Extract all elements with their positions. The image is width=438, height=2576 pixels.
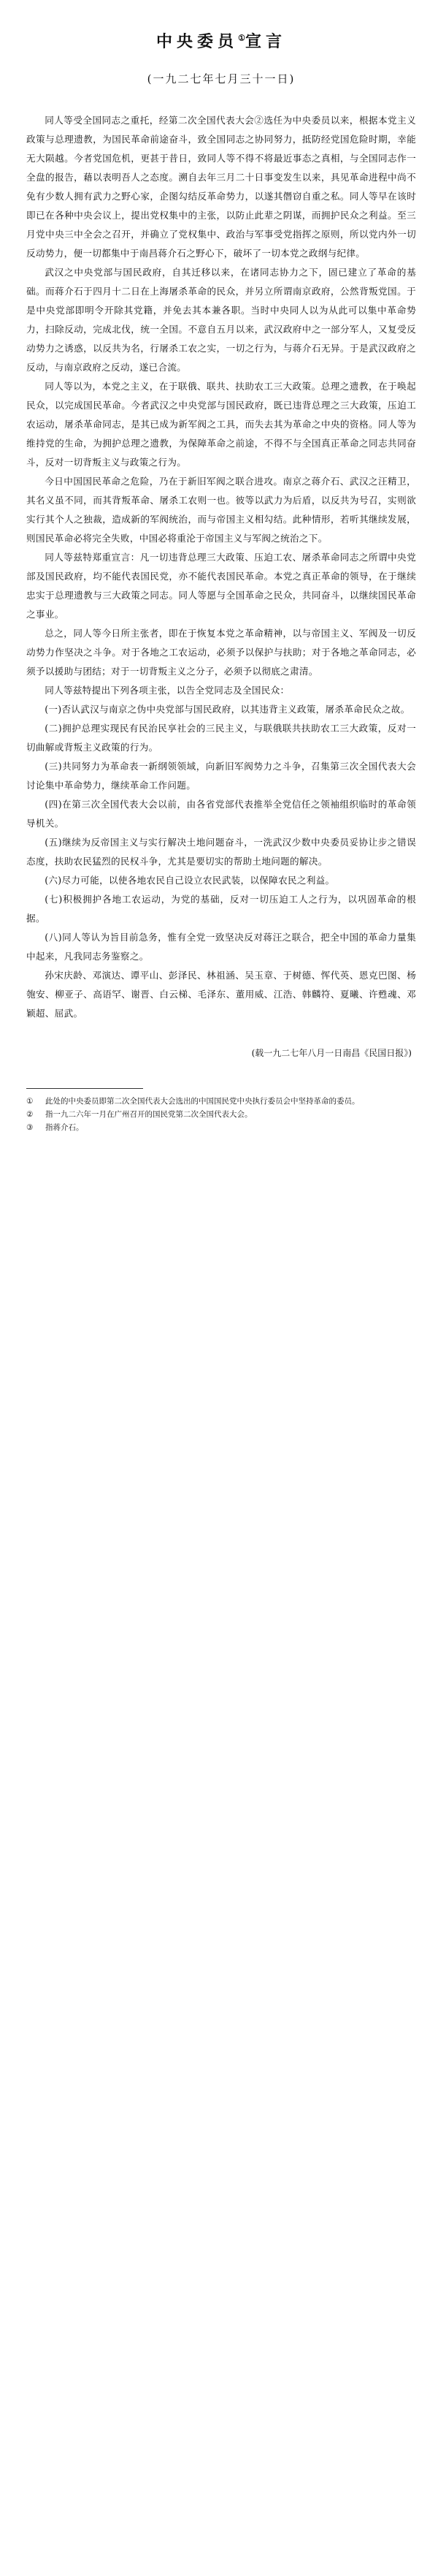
- footnote-divider: [26, 1088, 143, 1089]
- footnote-mark: ①: [26, 1097, 34, 1106]
- proposal-item: (五)继续为反帝国主义与实行解决土地问题奋斗，一洗武汉少数中央委员妥协让步之错误态度，扶助农民猛烈的民权斗争，尤其是要切实的帮助土地问题的解决。: [26, 837, 416, 867]
- proposal-item: (七)积极拥护各地工农运动，为党的基础，反对一切压迫工人之行为，以巩固革命的根据。: [26, 894, 416, 924]
- proposal-item: (三)共同努力为革命表一新纲领领域，向新旧军阀势力之斗争，召集第三次全国代表大会讨论集中革命势力，继续革命工作问题。: [26, 761, 416, 791]
- footnote: [26, 1095, 416, 1108]
- footnote-mark: ③: [26, 1123, 34, 1132]
- footnote: [26, 1121, 416, 1134]
- document-title: [26, 29, 416, 52]
- signatories-list: 孙宋庆龄、邓演达、谭平山、彭泽民、林祖涵、吴玉章、于树德、恽代英、恩克巴图、杨匏安、柳亚子、高语罕、谢晋、白云梯、毛泽东、董用威、江浩、韩麟符、夏曦、许甦魂、邓颖超、屈武。: [26, 970, 416, 1019]
- body-paragraph: 总之，同人等今日所主张者，即在于恢复本党之革命精神，以与帝国主义、军阀及一切反动势力作坚决之斗争。对于各地之工农运动，必须予以保护与扶助；对于各地之革命同志，必须予以援助与团结；对于一切背叛主义之分子，必须予以彻底之肃清。: [26, 628, 416, 677]
- title-footnote-mark: ①: [238, 33, 245, 43]
- footnote-text: 指一九二六年一月在广州召开的国民党第二次全国代表大会。: [45, 1110, 253, 1119]
- body-paragraph: 同人等兹特郑重宣言：凡一切违背总理三大政策、压迫工农、屠杀革命同志之所谓中央党部及国民政府，均不能代表国民党，亦不能代表国民革命。本党之真正革命的领导，在于继续忠实于总理遗教与三大政策之同志。同人等愿与全国革命之民众，共同奋斗，以继续国民革命之事业。: [26, 552, 416, 620]
- proposal-item: (四)在第三次全国代表大会以前，由各省党部代表推举全党信任之领袖组织临时的革命领导机关。: [26, 799, 416, 829]
- proposal-item: (六)尽力可能，以使各地农民自己设立农民武装，以保障农民之利益。: [45, 875, 335, 886]
- footnote: [26, 1108, 416, 1121]
- body-paragraph: 武汉之中央党部与国民政府，自其迁移以来，在诸同志协力之下，固已建立了革命的基础。而蒋介石于四月十二日在上海屠杀革命的民众，并另立所谓南京政府，公然背叛党国。于是中央党部即明令开除其党籍，并免去其本兼各职。当时中央同人以为从此可以集中革命势力，扫除反动，完成北伐，统一全国。不意自五月以来，武汉政府中之一部分军人，又复受反动势力之诱惑，以反共为名，行屠杀工农之实，一切之行为，与蒋介石无异。于是武汉政府之反动，与南京政府之反动，遂已合流。: [26, 267, 416, 373]
- title-suffix: 宣言: [245, 32, 286, 51]
- body-paragraph: 同人等以为，本党之主义，在于联俄、联共、扶助农工三大政策。总理之遗教，在于唤起民众，以完成国民革命。今者武汉之中央党部与国民政府，既已违背总理之三大政策，压迫工农运动，屠杀革命同志，是其已成为新军阀之工具，而失去其为革命之中央的资格。同人等为维持党的生命，为拥护总理之遗教，为保障革命之前途，不得不与全国真正革命之同志共同奋斗，反对一切背叛主义与政策之行为。: [26, 381, 416, 468]
- footnote-text: 指蒋介石。: [45, 1123, 84, 1132]
- footnotes: [26, 1095, 416, 1134]
- document-body: [26, 111, 416, 966]
- body-paragraph: 同人等受全国同志之重托，经第二次全国代表大会②选任为中央委员以来，根据本党主义政策与总理遗教，为国民革命前途奋斗，致全国同志之协同努力，抵防经党国危险时期，幸能无大陨越。今者党国危机，更甚于昔日，致同人等不得不将最近事态之真相，与全国同志作一全盘的报告，藉以表明吾人之态度。溯自去年三月二十日事变发生以来，具见革命进程中尚不免有少数人拥有武力之野心家，企图勾结反革命势力，以遂其僭窃自重之私。同人等早在该时即已在各种中央会议上，提出党权集中的主张，以防止此辈之阴谋，而拥护民众之利益。至三月党中央三中全会之召开，并确立了党权集中、政治与军事受党指挥之原则，所以党内外一切反动势力，便一切都集中于南昌蒋介石之野心下，破坏了一切本党之政纲与纪律。: [26, 115, 416, 259]
- title-text: 中央委员: [156, 32, 239, 51]
- proposal-item: (一)否认武汉与南京之伪中央党部与国民政府，以其违背主义政策，屠杀革命民众之故。: [45, 704, 410, 715]
- body-paragraph: 同人等兹特提出下列各项主张，以告全党同志及全国民众：: [45, 685, 290, 696]
- proposal-item: (八)同人等认为旨目前急务，惟有全党一致坚决反对蒋汪之联合，把全中国的革命力量集中起来，凡我同志务鉴察之。: [26, 932, 416, 962]
- source-citation: (载一九二七年八月一日南昌《民国日报》): [251, 1048, 412, 1058]
- body-paragraph: 今日中国国民革命之危险，乃在于新旧军阀之联合进攻。南京之蒋介石、武汉之汪精卫，其名义虽不同，而其背叛革命、屠杀工农则一也。彼等以武力为后盾，以反共为号召，实则欲实行其个人之独裁，造成新的军阀统治，而与帝国主义相勾结。此种情形，若听其继续发展，则国民革命必将完全失败，中国必将重沦于帝国主义与军阀之统治之下。: [26, 476, 416, 544]
- proposal-item: (二)拥护总理实现民有民治民享社会的三民主义，与联俄联共扶助农工三大政策，反对一切曲解或背叛主义政策的行为。: [26, 723, 416, 753]
- footnote-mark: ②: [26, 1110, 34, 1119]
- footnote-text: 此处的中央委员即第二次全国代表大会选出的中国国民党中央执行委员会中坚持革命的委员。: [45, 1097, 360, 1106]
- document-date: (一九二七年七月三十一日): [147, 72, 296, 86]
